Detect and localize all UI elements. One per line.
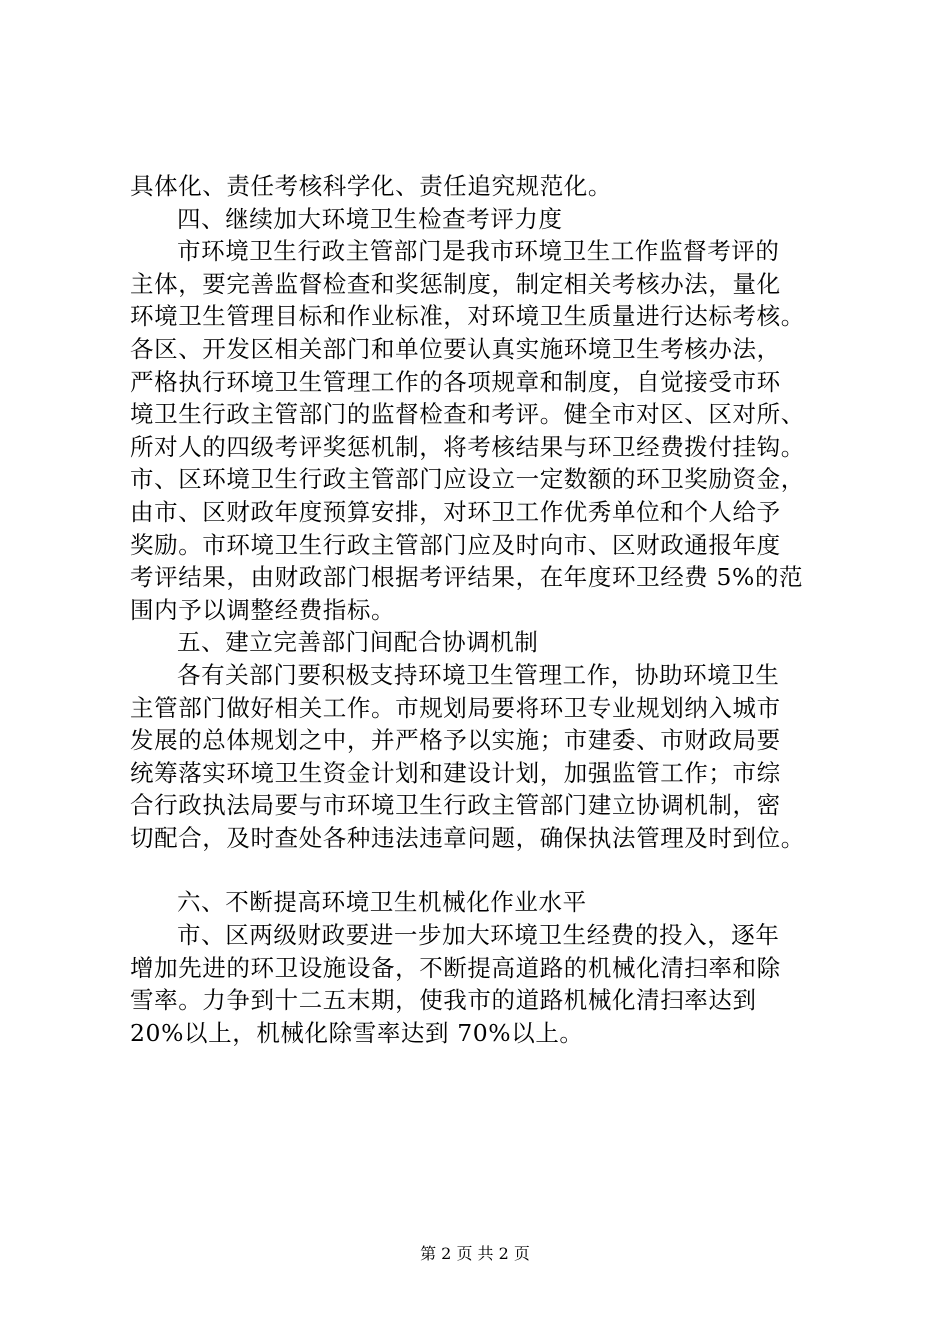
paragraph-line: 境卫生行政主管部门的监督检查和考评。健全市对区、区对所、	[130, 400, 805, 429]
paragraph-line: 雪率。力争到十二五末期，使我市的道路机械化清扫率达到	[130, 986, 757, 1015]
paragraph-line: 具体化、责任考核科学化、责任追究规范化。	[130, 172, 612, 200]
paragraph-line: 考评结果，由财政部门根据考评结果，在年度环卫经费 5%的范	[130, 563, 804, 592]
section-heading-4: 四、继续加大环境卫生检查考评力度	[177, 204, 563, 233]
paragraph-line: 市环境卫生行政主管部门是我市环境卫生工作监督考评的	[177, 237, 780, 266]
paragraph-line: 各有关部门要积极支持环境卫生管理工作，协助环境卫生	[177, 660, 780, 689]
paragraph-line: 合行政执法局要与市环境卫生行政主管部门建立协调机制，密	[130, 791, 781, 820]
paragraph-line: 严格执行环境卫生管理工作的各项规章和制度，自觉接受市环	[130, 367, 781, 396]
paragraph-line: 市、区环境卫生行政主管部门应设立一定数额的环卫奖励资金，	[130, 465, 805, 494]
paragraph-line: 统筹落实环境卫生资金计划和建设计划，加强监管工作；市综	[130, 758, 781, 787]
paragraph-line: 20%以上，机械化除雪率达到 70%以上。	[130, 1018, 584, 1047]
paragraph-line: 围内予以调整经费指标。	[130, 595, 396, 624]
paragraph-line: 由市、区财政年度预算安排，对环卫工作优秀单位和个人给予	[130, 497, 781, 526]
paragraph-line: 各区、开发区相关部门和单位要认真实施环境卫生考核办法，	[130, 334, 781, 363]
blank-line	[130, 854, 830, 886]
paragraph-line: 奖励。市环境卫生行政主管部门应及时向市、区财政通报年度	[130, 530, 781, 559]
page-number: 第 2 页 共 2 页	[420, 1244, 530, 1263]
paragraph-line: 市、区两级财政要进一步加大环境卫生经费的投入，逐年	[177, 921, 780, 950]
paragraph-line: 主体，要完善监督检查和奖惩制度，制定相关考核办法，量化	[130, 269, 781, 298]
section-heading-6: 六、不断提高环境卫生机械化作业水平	[177, 888, 587, 917]
paragraph-line: 发展的总体规划之中，并严格予以实施；市建委、市财政局要	[130, 726, 781, 755]
paragraph-line: 主管部门做好相关工作。市规划局要将环卫专业规划纳入城市	[130, 693, 781, 722]
document-body	[130, 170, 830, 1049]
paragraph-line: 增加先进的环卫设施设备，不断提高道路的机械化清扫率和除	[130, 953, 781, 982]
page-footer	[0, 1244, 950, 1264]
paragraph-line: 所对人的四级考评奖惩机制，将考核结果与环卫经费拨付挂钩。	[130, 432, 805, 461]
paragraph-line: 切配合，及时查处各种违法违章问题，确保执法管理及时到位。	[130, 823, 805, 852]
paragraph-line: 环境卫生管理目标和作业标准，对环境卫生质量进行达标考核。	[130, 302, 805, 331]
section-heading-5: 五、建立完善部门间配合协调机制	[177, 628, 539, 657]
